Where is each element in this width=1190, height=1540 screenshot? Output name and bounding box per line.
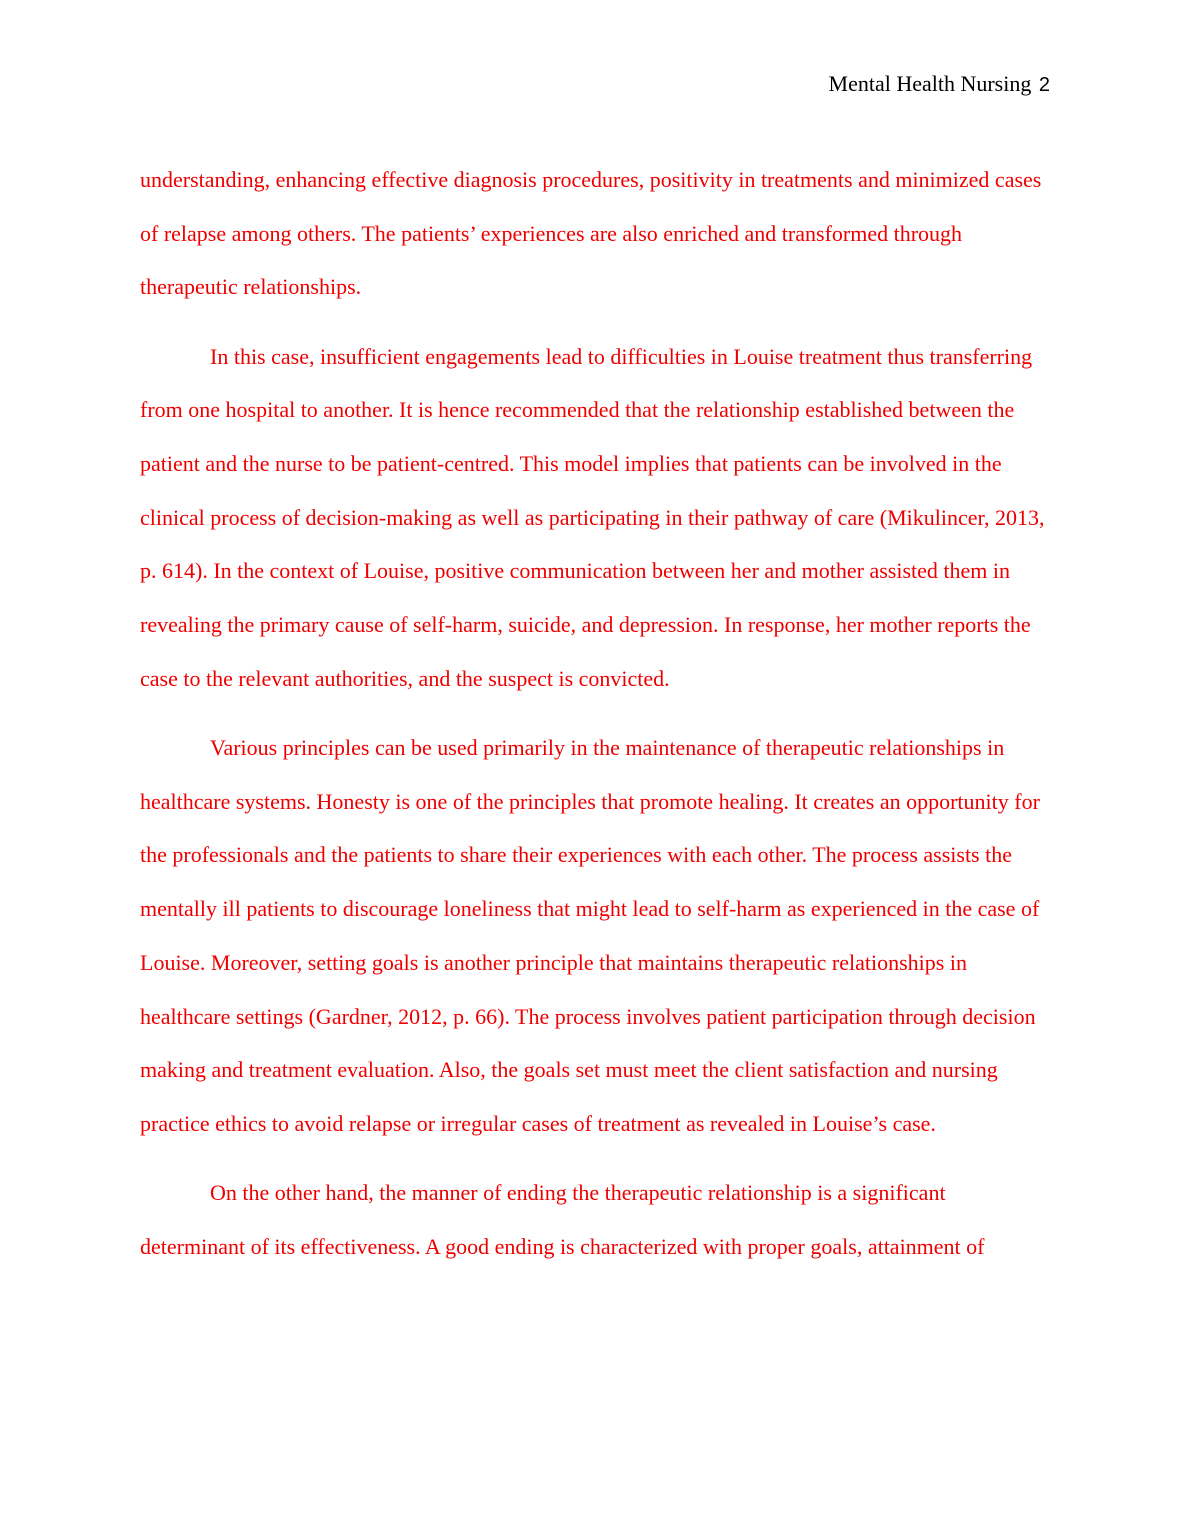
page-number: 2	[1038, 74, 1050, 96]
paragraph-ending: On the other hand, the manner of ending the therapeutic relationship is a significant determinant of its effectiveness. A good ending is characterized with proper goals, attainment of	[140, 1180, 985, 1259]
header-title: Mental Health Nursing	[828, 71, 1032, 96]
running-header	[829, 70, 1050, 99]
paragraph-principles: Various principles can be used primarily in the maintenance of therapeutic relationships in healthcare systems. Honesty is one of the principles that promote healing. It creates an opportunity for the professionals and the patients to share their experiences with each other. The process assists the mentally ill patients to discourage loneliness that might lead to self-harm as experienced in the case of Louise. Moreover, setting goals is another principle that maintains therapeutic relationships in healthcare settings (Gardner, 2012, p. 66). The process involves patient participation through decision making and treatment evaluation. Also, the goals set must meet the client satisfaction and nursing practice ethics to avoid relapse or irregular cases of treatment as revealed in Louise’s case.	[140, 735, 1040, 1136]
body-text	[140, 153, 1055, 1289]
paragraph-continuation: understanding, enhancing effective diagnosis procedures, positivity in treatments and minimized cases of relapse among others. The patients’ experiences are also enriched and transformed through therapeutic relationships.	[140, 167, 1042, 300]
paragraph-engagement: In this case, insufficient engagements lead to difficulties in Louise treatment thus transferring from one hospital to another. It is hence recommended that the relationship established between the patient and the nurse to be patient-centred. This model implies that patients can be involved in the clinical process of decision-making as well as participating in their pathway of care (Mikulincer, 2013, p. 614). In the context of Louise, positive communication between her and mother assisted them in revealing the primary cause of self-harm, suicide, and depression. In response, her mother reports the case to the relevant authorities, and the suspect is convicted.	[140, 343, 1045, 691]
